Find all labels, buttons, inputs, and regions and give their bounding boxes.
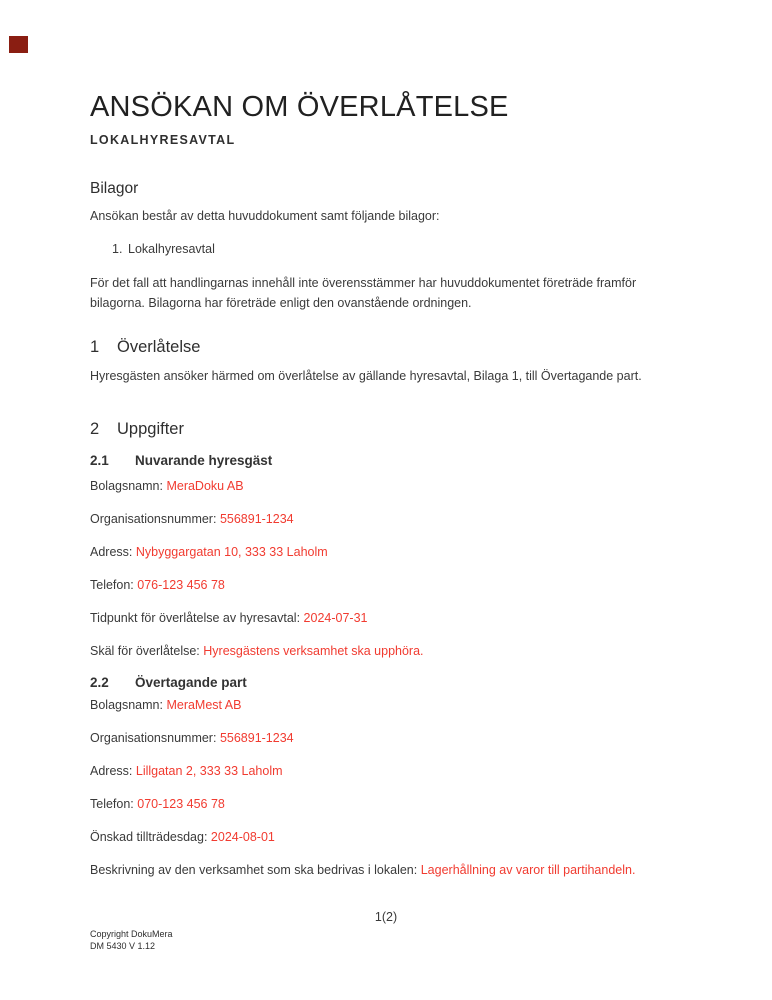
subsection-number: 2.2 (90, 675, 109, 690)
copyright-block (90, 929, 173, 952)
attachment-list-item (112, 241, 686, 258)
section-title: Uppgifter (117, 420, 184, 438)
field-row (90, 730, 686, 747)
field-label: Tidpunkt för överlåtelse av hyresavtal: (90, 611, 301, 625)
field-value: 2024-08-01 (210, 830, 275, 844)
field-row (90, 796, 686, 813)
document-title: ANSÖKAN OM ÖVERLÅTELSE (90, 91, 509, 123)
subsection-2-2-heading (90, 674, 686, 692)
field-label: Beskrivning av den verksamhet som ska bedrivas i lokalen: (90, 863, 418, 877)
subsection-2-1-heading (90, 452, 686, 470)
field-row (90, 643, 686, 660)
field-value: 2024-07-31 (303, 611, 368, 625)
field-value: Lillgatan 2, 333 33 Laholm (135, 764, 283, 778)
field-value: MeraMest AB (166, 698, 242, 712)
field-value: 076-123 456 78 (137, 578, 225, 592)
list-item-label: Lokalhyresavtal (128, 242, 215, 256)
field-row (90, 610, 686, 627)
field-row (90, 511, 686, 528)
field-value: Hyresgästens verksamhet ska upphöra. (203, 644, 424, 658)
section-1-heading (90, 336, 686, 358)
field-label: Bolagsnamn: (90, 698, 163, 712)
document-subtitle: LOKALHYRESAVTAL (90, 133, 236, 147)
attachments-heading: Bilagor (90, 180, 139, 197)
field-value: 556891-1234 (219, 512, 294, 526)
field-label: Adress: (90, 764, 133, 778)
field-row (90, 862, 686, 879)
copyright-line: Copyright DokuMera (90, 929, 173, 939)
subsection-number: 2.1 (90, 453, 109, 468)
field-label: Adress: (90, 545, 133, 559)
section-title: Överlåtelse (117, 338, 201, 356)
field-row (90, 829, 686, 846)
document-content (90, 0, 686, 879)
field-row (90, 544, 686, 561)
field-value: 070-123 456 78 (137, 797, 225, 811)
list-item-number: 1. (112, 242, 123, 256)
section-2-heading (90, 418, 686, 440)
field-value: Nybyggargatan 10, 333 33 Laholm (135, 545, 328, 559)
field-row (90, 577, 686, 594)
field-row (90, 478, 686, 495)
page-number: 1(2) (374, 910, 398, 924)
subsection-title: Övertagande part (135, 675, 247, 690)
section-number: 2 (90, 420, 100, 438)
section-number: 1 (90, 338, 100, 356)
field-label: Skäl för överlåtelse: (90, 644, 200, 658)
field-label: Organisationsnummer: (90, 512, 217, 526)
field-label: Bolagsnamn: (90, 479, 163, 493)
field-value: MeraDoku AB (166, 479, 244, 493)
field-value: Lagerhållning av varor till partihandeln. (420, 863, 636, 877)
attachments-note: För det fall att handlingarnas innehåll inte överensstämmer har huvuddokumentet företräde framför bilagorna. Bilagorna har företräde enligt den ovanstående ordningen. (90, 276, 637, 310)
attachments-intro: Ansökan består av detta huvuddokument samt följande bilagor: (90, 209, 440, 223)
version-line: DM 5430 V 1.12 (90, 940, 156, 951)
field-row (90, 763, 686, 780)
field-value: 556891-1234 (219, 731, 294, 745)
field-label: Telefon: (90, 578, 134, 592)
section-1-body: Hyresgästen ansöker härmed om överlåtelse av gällande hyresavtal, Bilaga 1, till Övertagande part. (90, 369, 642, 383)
field-label: Önskad tillträdesdag: (90, 830, 208, 844)
subsection-title: Nuvarande hyresgäst (135, 453, 273, 468)
field-label: Organisationsnummer: (90, 731, 217, 745)
field-label: Telefon: (90, 797, 134, 811)
brand-mark-square (9, 36, 28, 53)
field-row (90, 697, 686, 714)
